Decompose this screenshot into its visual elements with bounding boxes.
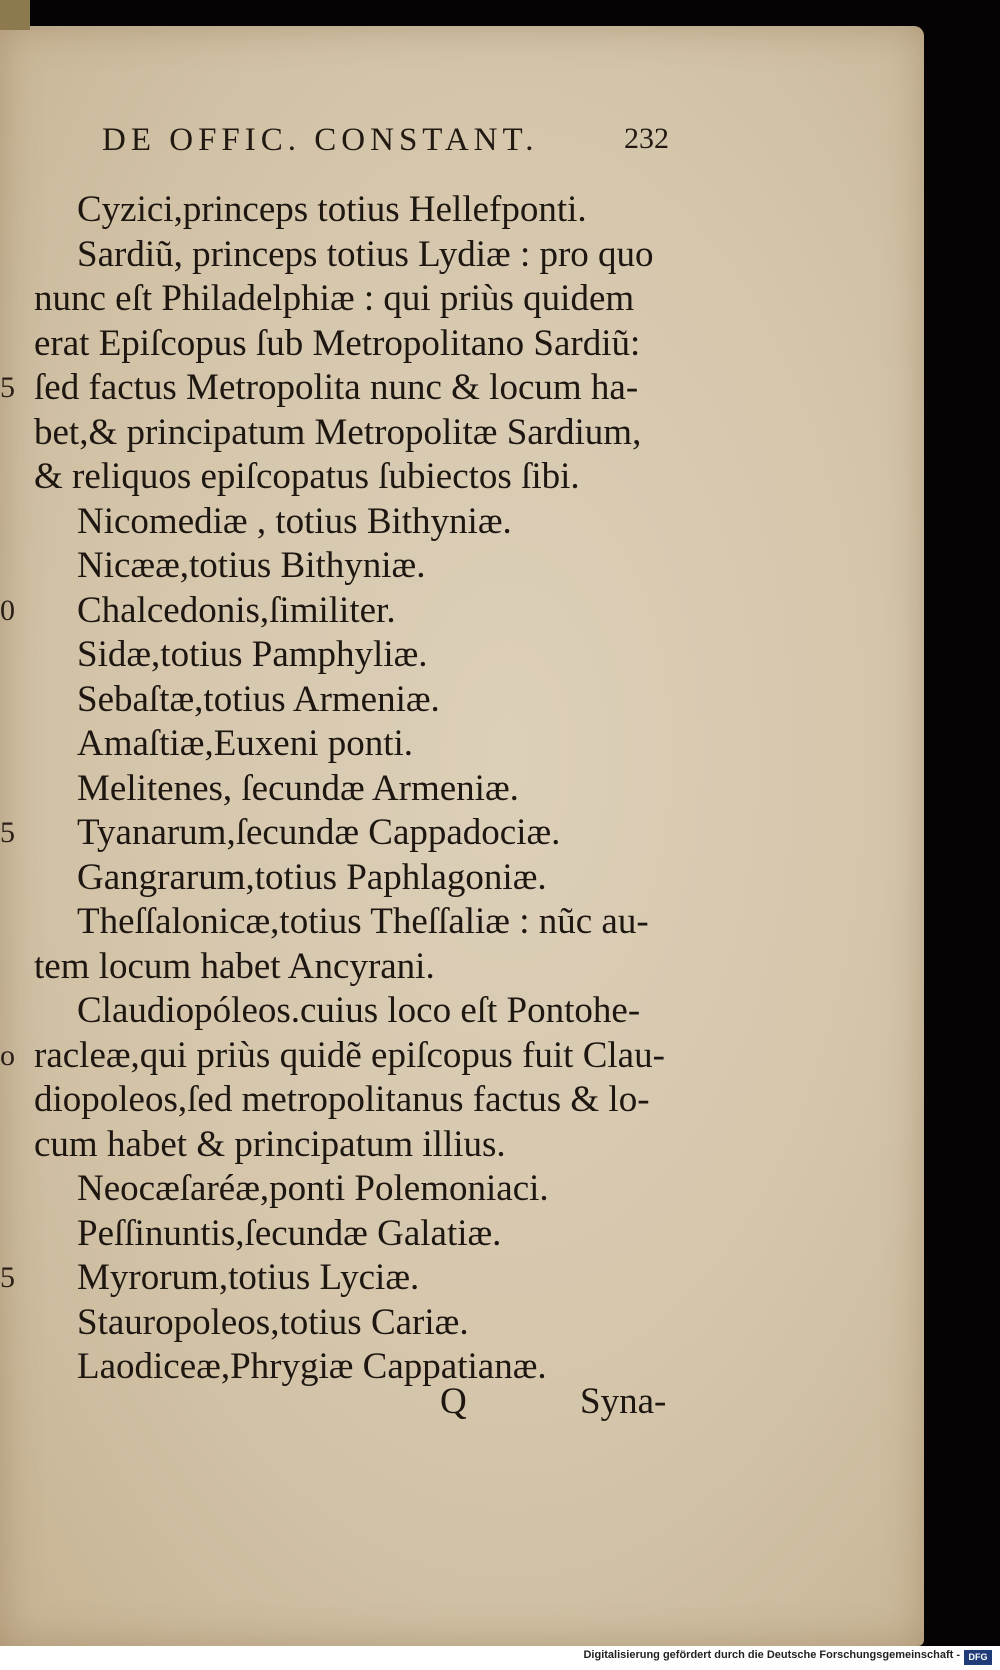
line-text: Tyanarum,ſecundæ Cappadociæ. <box>77 812 561 853</box>
text-line <box>0 811 924 856</box>
line-text: cum habet & principatum illius. <box>34 1123 506 1165</box>
margin-line-number: 5 <box>0 816 15 849</box>
text-line <box>0 188 924 233</box>
text-block <box>0 188 924 1390</box>
text-line <box>0 1123 924 1168</box>
text-line <box>0 277 924 322</box>
text-line <box>0 589 924 634</box>
text-line <box>0 945 924 990</box>
text-line <box>0 633 924 678</box>
margin-line-number: 0 <box>0 593 15 627</box>
text-line <box>0 1034 924 1079</box>
running-title: DE OFFIC. CONSTANT. <box>102 122 539 158</box>
text-line <box>0 678 924 723</box>
text-line <box>0 856 924 901</box>
text-line <box>0 1212 924 1257</box>
line-text: ſed factus Metropolita nunc & locum ha- <box>34 367 639 408</box>
line-text: Chalcedonis,ſimiliter. <box>77 589 396 631</box>
line-text: Stauropoleos,totius Cariæ. <box>77 1301 469 1343</box>
line-text: racleæ,qui priùs quidẽ epiſcopus fuit Clau- <box>34 1034 665 1076</box>
text-line <box>0 1301 924 1346</box>
page-header <box>0 122 924 172</box>
line-text: Claudiopóleos.cuius loco eſt Pontohe- <box>77 990 641 1031</box>
line-text: erat Epiſcopus ſub Metropolitano Sardiũ: <box>34 322 641 364</box>
line-text: Melitenes, ſecundæ Armeniæ. <box>77 767 519 809</box>
text-line <box>0 1078 924 1123</box>
line-text: Laodiceæ,Phrygiæ Cappatianæ. <box>77 1346 547 1387</box>
previous-page-edge <box>0 0 30 30</box>
page-number: 232 <box>624 122 669 155</box>
text-line <box>0 366 924 411</box>
text-line <box>0 455 924 500</box>
line-text: diopoleos,ſed metropolitanus factus & lo- <box>34 1079 650 1120</box>
line-text: bet,& principatum Metropolitæ Sardium, <box>34 411 642 453</box>
line-text: & reliquos epiſcopatus ſubiectos ſibi. <box>34 456 580 497</box>
text-line <box>0 500 924 545</box>
catchword: Syna- <box>580 1381 667 1422</box>
funding-credit: Digitalisierung gefördert durch die Deutsche Forschungsgemeinschaft - <box>583 1649 960 1661</box>
text-line <box>0 1256 924 1301</box>
line-text: Amaſtiæ,Euxeni ponti. <box>77 723 414 764</box>
line-text: Myrorum,totius Lyciæ. <box>77 1257 420 1298</box>
line-text: Nicææ,totius Bithyniæ. <box>77 545 426 586</box>
line-text: Peſſinuntis,ſecundæ Galatiæ. <box>77 1212 502 1254</box>
margin-line-number: 5 <box>0 371 15 404</box>
signature-mark: Q <box>440 1381 467 1422</box>
line-text: nunc eſt Philadelphiæ : qui priùs quidem <box>34 278 635 319</box>
line-text: Sardiũ, princeps totius Lydiæ : pro quo <box>77 233 654 275</box>
digitization-footer <box>0 1646 1000 1670</box>
book-page <box>0 26 924 1646</box>
line-text: Sebaſtæ,totius Armeniæ. <box>77 678 440 720</box>
margin-line-number: 5 <box>0 1261 15 1294</box>
line-text: Nicomediæ , totius Bithyniæ. <box>77 500 512 542</box>
text-line <box>0 767 924 812</box>
page-footer-catchwords <box>0 1380 924 1430</box>
text-line <box>0 1167 924 1212</box>
line-text: Cyzici,princeps totius Hellefponti. <box>77 189 587 230</box>
line-text: Neocæſaréæ,ponti Polemoniaci. <box>77 1168 549 1209</box>
text-line <box>0 722 924 767</box>
line-text: Sidæ,totius Pamphyliæ. <box>77 634 428 675</box>
text-line <box>0 989 924 1034</box>
text-line <box>0 544 924 589</box>
text-line <box>0 233 924 278</box>
line-text: tem locum habet Ancyrani. <box>34 945 435 987</box>
text-line <box>0 411 924 456</box>
line-text: Gangrarum,totius Paphlagoniæ. <box>77 856 547 898</box>
dfg-logo: DFG <box>964 1650 992 1665</box>
margin-line-number: o <box>0 1038 15 1072</box>
text-line <box>0 900 924 945</box>
text-line <box>0 322 924 367</box>
line-text: Theſſalonicæ,totius Theſſaliæ : nũc au- <box>77 901 649 942</box>
